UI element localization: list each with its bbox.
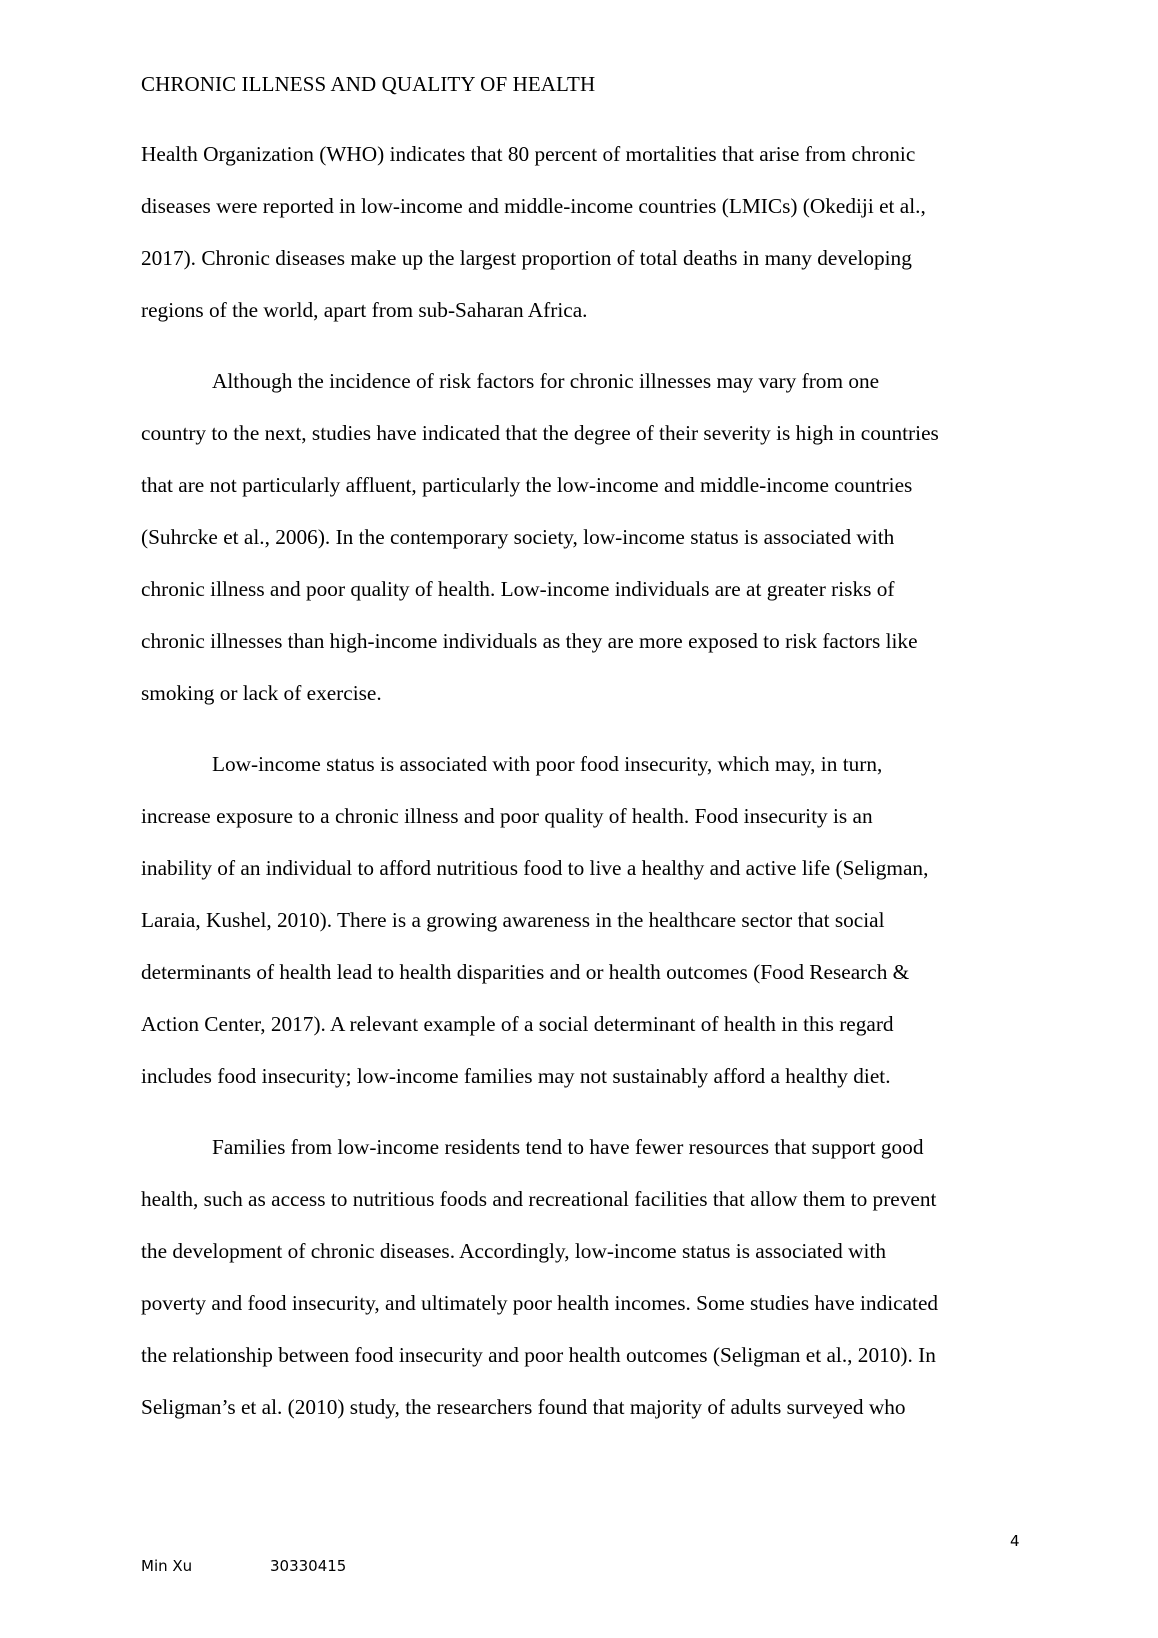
paragraph-2-line-2: country to the next, studies have indicated that the degree of their severity is high in countries	[141, 421, 939, 445]
footer-student-id: 30330415	[270, 1557, 347, 1575]
page-number: 4	[1010, 1532, 1020, 1550]
paragraph-4-line-2: health, such as access to nutritious foods and recreational facilities that allow them to prevent	[141, 1187, 937, 1211]
paragraph-3-line-3: inability of an individual to afford nutritious food to live a healthy and active life (Seligman,	[141, 856, 929, 880]
paragraph-2-line-3: that are not particularly affluent, particularly the low-income and middle-income countries	[141, 473, 913, 497]
paragraph-3-line-1: Low-income status is associated with poor food insecurity, which may, in turn,	[212, 752, 883, 776]
paragraph-1-line-2: diseases were reported in low-income and middle-income countries (LMICs) (Okediji et al.,	[141, 194, 926, 218]
paragraph-2-line-7: smoking or lack of exercise.	[141, 681, 382, 705]
running-head: CHRONIC ILLNESS AND QUALITY OF HEALTH	[141, 72, 596, 96]
paragraph-3-line-2: increase exposure to a chronic illness and poor quality of health. Food insecurity is an	[141, 804, 873, 828]
paragraph-3-line-6: Action Center, 2017). A relevant example of a social determinant of health in this regard	[141, 1012, 894, 1036]
paragraph-1-line-1: Health Organization (WHO) indicates that 80 percent of mortalities that arise from chronic	[141, 142, 916, 166]
paragraph-3-line-4: Laraia, Kushel, 2010). There is a growing awareness in the healthcare sector that social	[141, 908, 885, 932]
paragraph-2-line-4: (Suhrcke et al., 2006). In the contemporary society, low-income status is associated with	[141, 525, 895, 549]
footer-author-name: Min Xu	[141, 1557, 193, 1575]
paragraph-1-line-3: 2017). Chronic diseases make up the largest proportion of total deaths in many developing	[141, 246, 912, 270]
paragraph-4-line-5: the relationship between food insecurity and poor health outcomes (Seligman et al., 2010). In	[141, 1343, 936, 1367]
paragraph-4-line-6: Seligman’s et al. (2010) study, the researchers found that majority of adults surveyed who	[141, 1395, 906, 1419]
paragraph-4-line-4: poverty and food insecurity, and ultimately poor health incomes. Some studies have indicated	[141, 1291, 939, 1315]
paragraph-4-line-1: Families from low-income residents tend to have fewer resources that support good	[212, 1135, 924, 1159]
paragraph-2-line-1: Although the incidence of risk factors for chronic illnesses may vary from one	[212, 369, 880, 393]
paragraph-3-line-5: determinants of health lead to health disparities and or health outcomes (Food Research &	[141, 960, 910, 984]
paragraph-3-line-7: includes food insecurity; low-income families may not sustainably afford a healthy diet.	[141, 1064, 891, 1088]
paragraph-4-line-3: the development of chronic diseases. Accordingly, low-income status is associated with	[141, 1239, 887, 1263]
paragraph-2-line-6: chronic illnesses than high-income individuals as they are more exposed to risk factors like	[141, 629, 918, 653]
paragraph-2-line-5: chronic illness and poor quality of health. Low-income individuals are at greater risks of	[141, 577, 895, 601]
paragraph-1-line-4: regions of the world, apart from sub-Saharan Africa.	[141, 298, 588, 322]
